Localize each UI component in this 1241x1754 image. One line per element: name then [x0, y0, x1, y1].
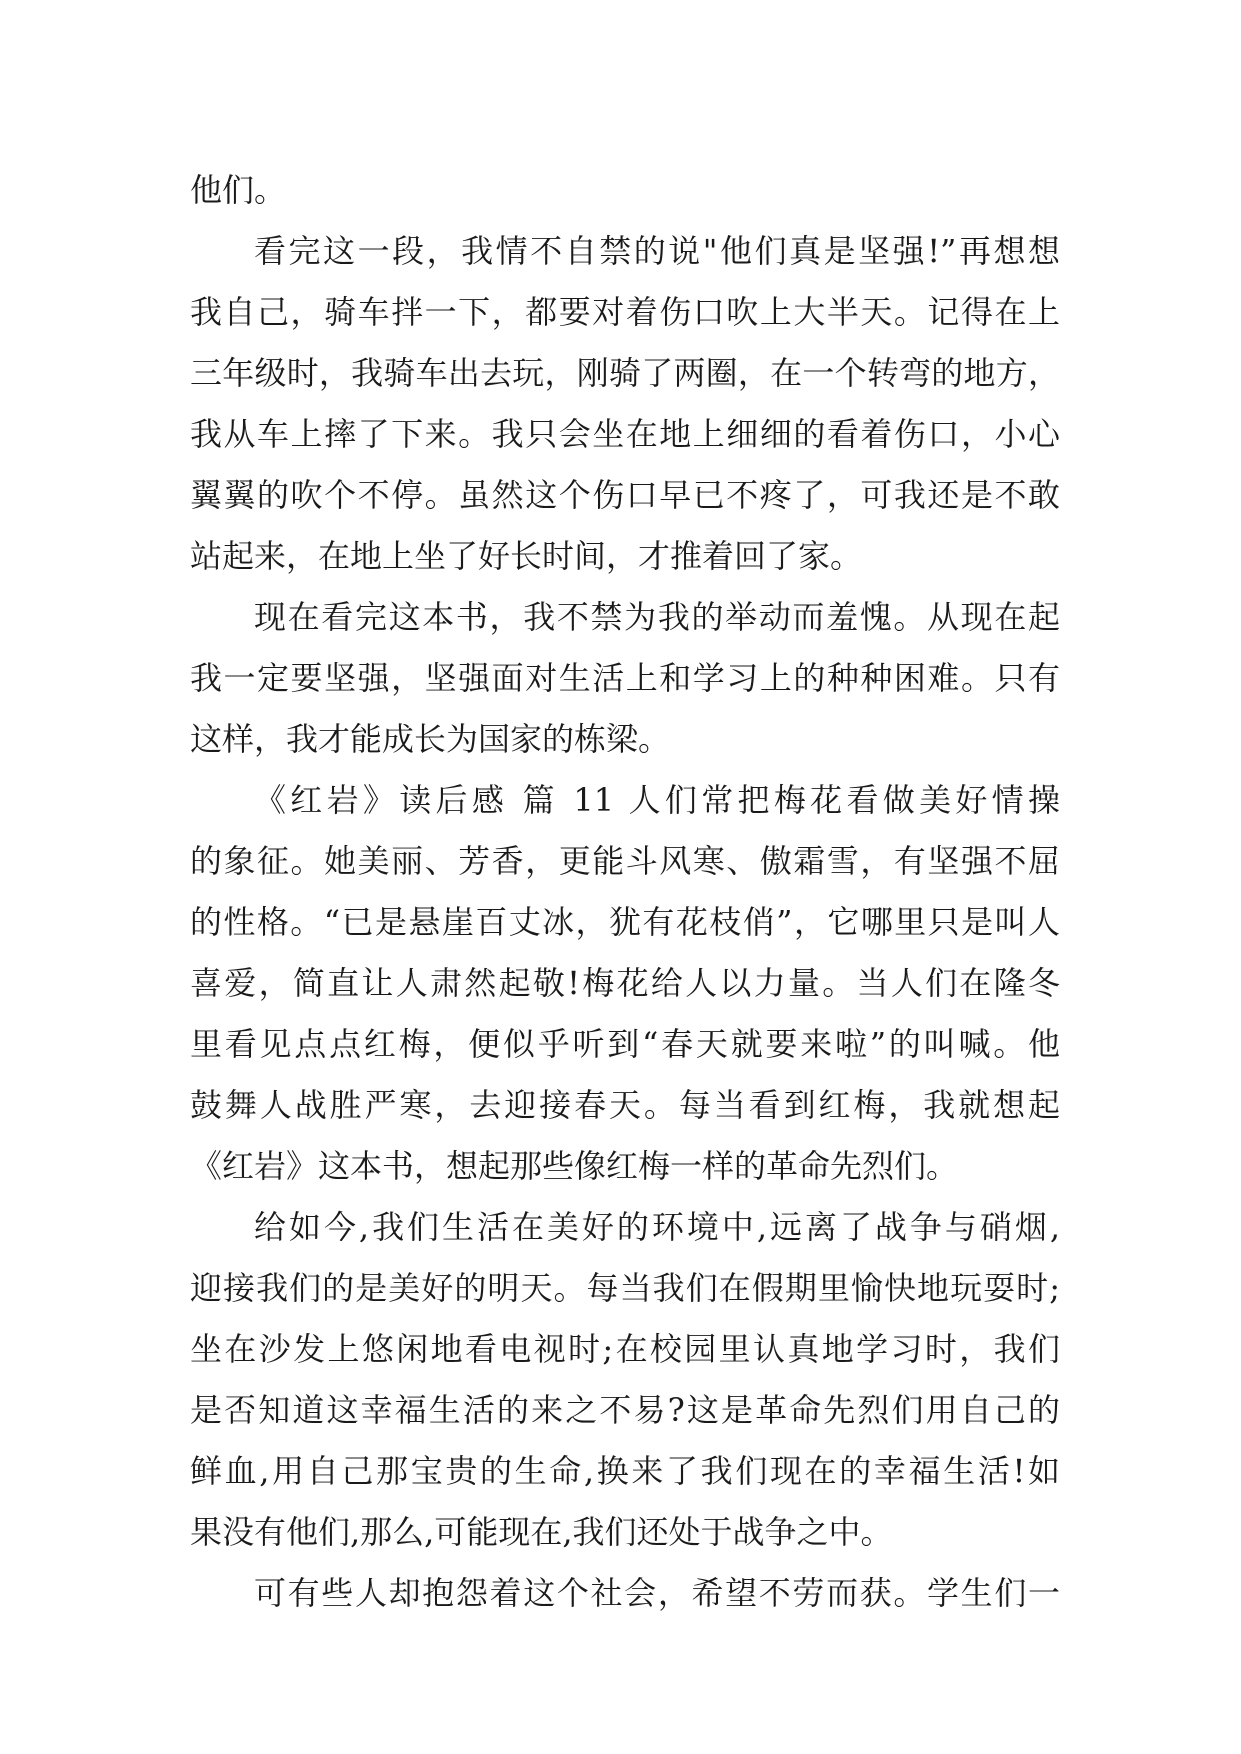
- text-line: 是否知道这幸福生活的来之不易?这是革命先烈们用自己的: [190, 1391, 1060, 1429]
- text-line: 站起来，在地上坐了好长时间，才推着回了家。: [190, 537, 863, 575]
- text-line: 我自己，骑车拌一下，都要对着伤口吹上大半天。记得在上: [190, 293, 1060, 331]
- section-heading-line: 《红岩》读后感 篇 11 人们常把梅花看做美好情操: [254, 781, 1060, 819]
- text-line: 这样，我才能成长为国家的栋梁。: [190, 720, 671, 758]
- text-line: 喜爱，简直让人肃然起敬!梅花给人以力量。当人们在隆冬: [190, 964, 1060, 1002]
- text-line: 果没有他们,那么,可能现在,我们还处于战争之中。: [190, 1513, 893, 1551]
- paragraph-start-line: 可有些人却抱怨着这个社会，希望不劳而获。学生们一: [254, 1574, 1060, 1612]
- text-line: 我一定要坚强，坚强面对生活上和学习上的种种困难。只有: [190, 659, 1060, 697]
- text-line: 鲜血,用自己那宝贵的生命,换来了我们现在的幸福生活!如: [190, 1452, 1060, 1490]
- paragraph-start-line: 看完这一段，我情不自禁的说"他们真是坚强!”再想想: [254, 232, 1060, 270]
- text-line: 里看见点点红梅，便似乎听到“春天就要来啦”的叫喊。他: [190, 1025, 1060, 1063]
- text-line: 的性格。“已是悬崖百丈冰，犹有花枝俏”，它哪里只是叫人: [190, 903, 1060, 941]
- document-body: [190, 160, 1060, 1624]
- text-line: 的象征。她美丽、芳香，更能斗风寒、傲霜雪，有坚强不屈: [190, 842, 1060, 880]
- text-line: 翼翼的吹个不停。虽然这个伤口早已不疼了，可我还是不敢: [190, 476, 1060, 514]
- text-line: 迎接我们的是美好的明天。每当我们在假期里愉快地玩耍时;: [190, 1269, 1060, 1307]
- text-line: 坐在沙发上悠闲地看电视时;在校园里认真地学习时，我们: [190, 1330, 1060, 1368]
- paragraph-start-line: 给如今,我们生活在美好的环境中,远离了战争与硝烟,: [254, 1208, 1060, 1246]
- text-line: 我从车上摔了下来。我只会坐在地上细细的看着伤口，小心: [190, 415, 1060, 453]
- text-line: 鼓舞人战胜严寒，去迎接春天。每当看到红梅，我就想起: [190, 1086, 1060, 1124]
- text-line: 《红岩》这本书，想起那些像红梅一样的革命先烈们。: [190, 1147, 959, 1185]
- text-line: 三年级时，我骑车出去玩，刚骑了两圈，在一个转弯的地方，: [190, 354, 1060, 392]
- text-line: 他们。: [190, 171, 287, 209]
- paragraph-start-line: 现在看完这本书，我不禁为我的举动而羞愧。从现在起: [254, 598, 1060, 636]
